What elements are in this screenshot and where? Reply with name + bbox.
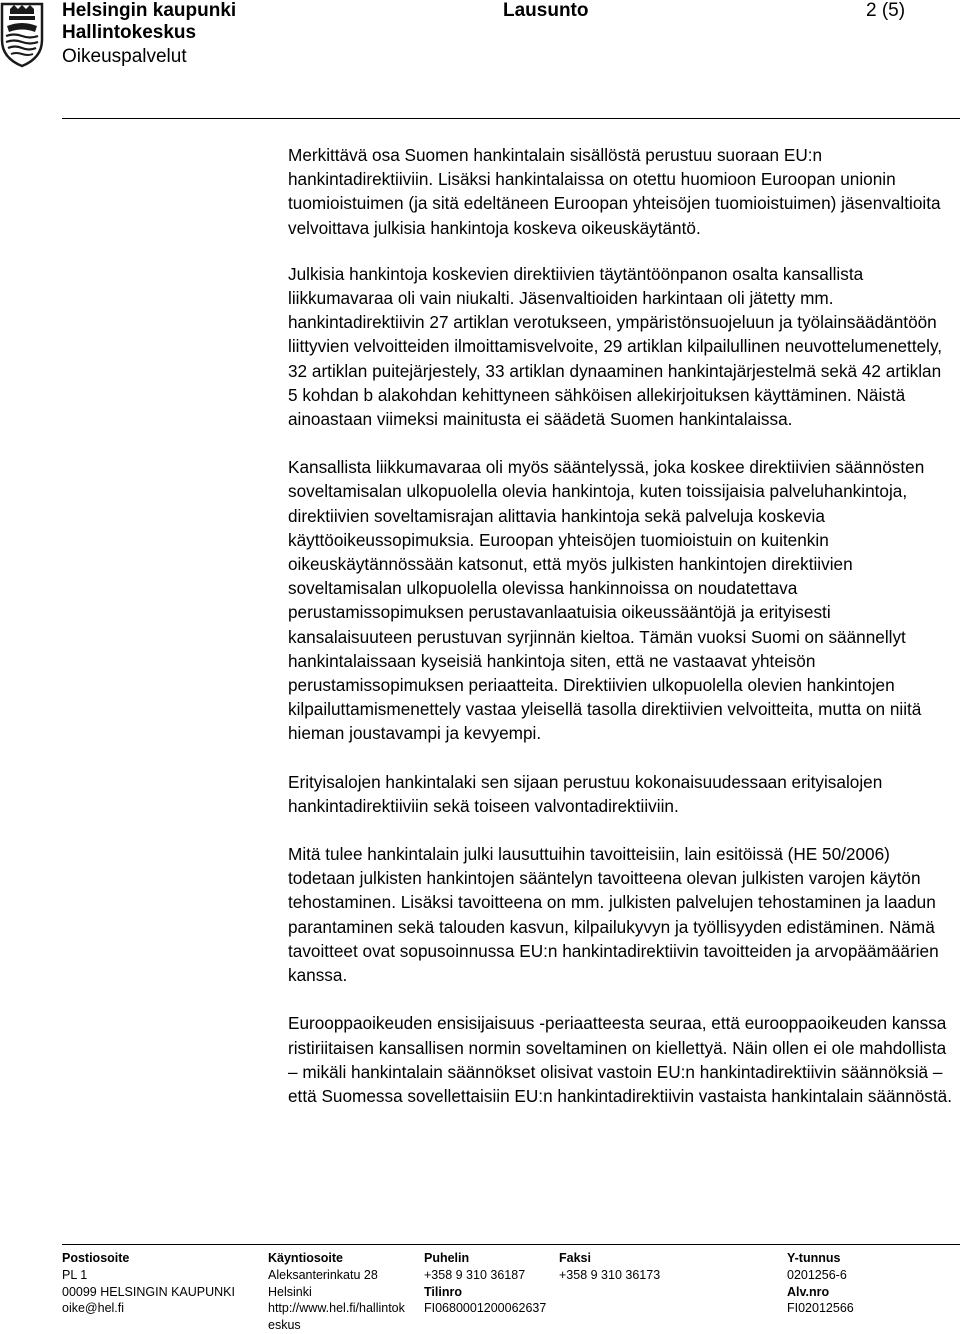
paragraph: Erityisalojen hankintalaki sen sijaan perustuu kokonaisuudessaan erityisalojen hankintadirektiiviin sekä toiseen valvontadirektiiviin.	[288, 771, 883, 816]
helsinki-coat-of-arms-icon	[0, 0, 48, 68]
footer-label: Puhelin	[424, 1251, 470, 1265]
footer-value: +358 9 310 36173	[559, 1267, 661, 1282]
paragraph: Julkisia hankintoja koskevien direktiivien täytäntöönpanon osalta kansallista liikkumavaraa oli vain niukalti. Jäsenvaltioiden harkintaan oli jätetty mm. hankintadirektiivin 27 artiklan verotukseen, ympäristönsuojeluun ja työlainsäädäntöön liittyvien velvoitteiden ilmoittamisvelvoite, 29 artiklan kilpailullinen neuvottelumenettely, 32 artiklan puitejärjestely, 33 artiklan dynaaminen hankintajärjestelmä sekä 42 artiklan 5 kohdan b alakohdan kehittyneen sähköisen allekirjoituksen käyttäminen. Näistä ainoastaan viimeksi mainitusta ei säädetä Suomen hankintalaissa.	[288, 263, 943, 430]
page-number: 2 (5)	[866, 0, 906, 21]
paragraph: Eurooppaoikeuden ensisijaisuus -periaatteesta seuraa, että eurooppaoikeuden kanssa ristiriitaisen kansallisen normin soveltaminen on kiellettyä. Näin ollen ei ole mahdollista – mikäli hankintalain säännökset olisivat vastoin EU:n hankintadirektiivin säännöksiä – että Suomessa sovellettaisiin EU:n hankintadirektiivin vastaista hankintalain säännöstä.	[288, 1013, 953, 1106]
footer-postal-address	[62, 1250, 235, 1317]
document-body	[288, 143, 953, 1132]
header-divider	[62, 118, 960, 119]
paragraph: Kansallista liikkumavaraa oli myös sääntelyssä, joka koskee direktiivien säännösten soveltamisalan ulkopuolella olevia hankintoja, kuten toissijaisia palveluhankintoja, direktiivien soveltamisrajan alittavia hankintoja sekä palveluja koskevia käyttöoikeussopimuksia. Euroopan yhteisöjen tuomioistuin on kuitenkin oikeuskäytännössään katsonut, että myös julkisten hankintojen direktiivien soveltamisalan ulkopuolella olevissa hankinnoissa on noudatettava perustamissopimuksen perustavanlaatuisia oikeussääntöjä ja erityisesti kansalaisuuteen perustuvan syrjinnän kieltoa. Tämän vuoksi Suomi on säännellyt hankintalaissaan kyseisiä hankintoja siten, että ne vastaavat yhteisön perustamissopimuksen periaatteita. Direktiivien ulkopuolella olevien hankintojen kilpailuttamismenettely vastaa yleisellä tasolla direktiivien velvoitteita, mutta on niitä hieman joustavampi ja kevyempi.	[288, 457, 925, 744]
footer	[0, 1250, 960, 1333]
footer-label: Postiosoite	[62, 1251, 130, 1265]
footer-fax	[559, 1250, 660, 1284]
footer-label: Käyntiosoite	[268, 1251, 344, 1265]
footer-business-id	[787, 1250, 854, 1317]
footer-website: http://www.hel.fi/hallintok	[268, 1301, 405, 1316]
footer-value: PL 1	[62, 1267, 88, 1282]
footer-value: +358 9 310 36187	[424, 1267, 526, 1282]
footer-phone	[424, 1250, 546, 1317]
footer-label: Tilinro	[424, 1284, 462, 1299]
footer-label: Y-tunnus	[787, 1251, 841, 1265]
header-department: Hallintokeskus	[62, 22, 197, 43]
footer-label: Alv.nro	[787, 1284, 830, 1299]
paragraph: Mitä tulee hankintalain julki lausuttuihin tavoitteisiin, lain esitöissä (HE 50/2006) todetaan julkisten hankintojen sääntelyn tavoitteena olevan julkisten varojen käytön tehostaminen. Lisäksi tavoitteena on mm. julkisten palvelujen tehostaminen ja laadun parantaminen sekä talouden kasvun, kilpailukyvyn ja työllisyyden edistäminen. Nämä tavoitteet ovat sopusoinnussa EU:n hankintadirektiivin tavoitteiden ja arvopäämäärien kanssa.	[288, 844, 939, 986]
header-city: Helsingin kaupunki	[62, 0, 237, 21]
footer-website-cont: eskus	[268, 1318, 301, 1333]
footer-value: 00099 HELSINGIN KAUPUNKI	[62, 1284, 235, 1299]
header-unit: Oikeuspalvelut	[62, 46, 187, 67]
footer-value: Aleksanterinkatu 28	[268, 1267, 378, 1282]
footer-email: oike@hel.fi	[62, 1301, 125, 1316]
footer-label: Faksi	[559, 1251, 591, 1265]
paragraph: Merkittävä osa Suomen hankintalain sisällöstä perustuu suoraan EU:n hankintadirektiiviin. Lisäksi hankintalaissa on otettu huomioon Euroopan unionin tuomioistuimen (ja sitä edeltäneen Euroopan yhteisöjen tuomioistuimen) jäsenvaltioita velvoittava julkisia hankintoja koskeva oikeuskäytäntö.	[288, 145, 941, 238]
footer-value: 0201256-6	[787, 1267, 847, 1282]
document-type: Lausunto	[503, 0, 589, 21]
footer-value: Helsinki	[268, 1284, 312, 1299]
footer-visiting-address	[268, 1250, 405, 1334]
footer-value: FI02012566	[787, 1301, 854, 1316]
footer-value: FI0680001200062637	[424, 1301, 547, 1316]
footer-divider	[62, 1244, 960, 1245]
